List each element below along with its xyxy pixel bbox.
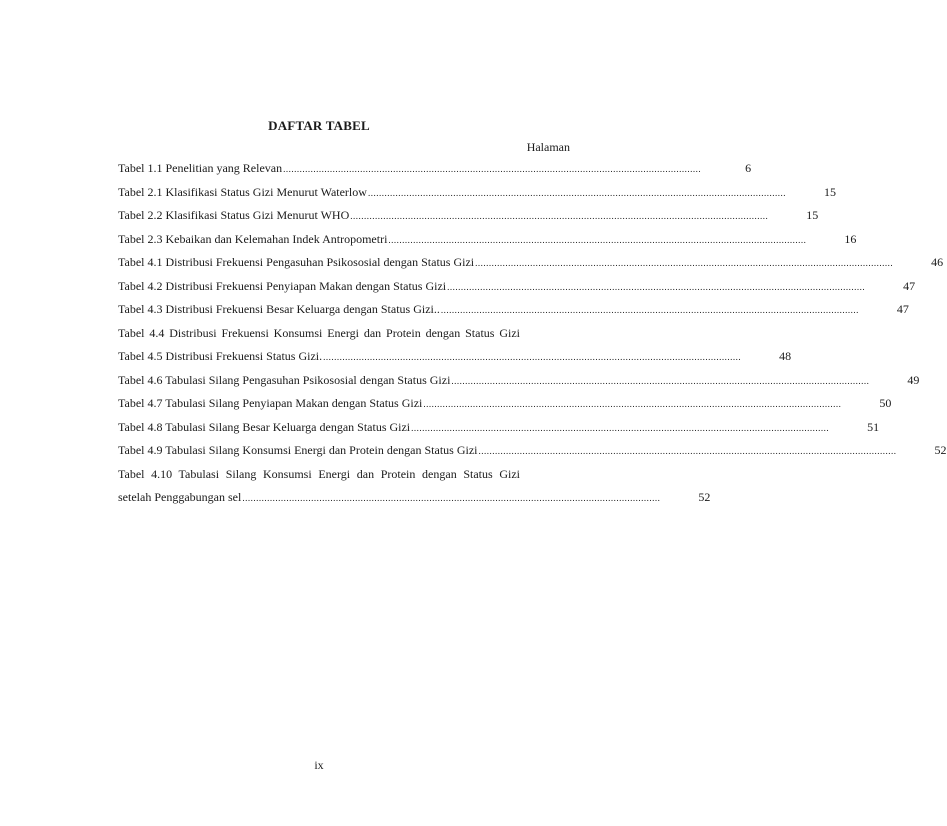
toc-entry — [118, 255, 944, 269]
leader-dots: ........................................................................................................................................................ — [388, 234, 807, 245]
toc-entry-label: Tabel 4.3 Distribusi Frekuensi Besar Keluarga dengan Status Gizi.. — [118, 302, 440, 316]
toc-entry-page: 15 — [823, 184, 836, 199]
toc-entry-page: 15 — [806, 208, 819, 222]
leader-dots: ........................................................................................................................................................ — [451, 375, 870, 386]
toc-entry-label: Tabel 4.2 Distribusi Frekuensi Penyiapan Makan dengan Status Gizi — [118, 278, 447, 293]
toc-entry-page: 47 — [896, 302, 909, 316]
leader-dots: ........................................................................................................................................................ — [411, 422, 830, 433]
toc-entry-label-line1: Tabel 4.10 Tabulasi Silang Konsumsi Energi dan Protein dengan Status Gizi — [118, 466, 520, 481]
toc-entry-label: Tabel 1.1 Penelitian yang Relevan — [118, 161, 283, 175]
toc-entry — [118, 231, 857, 246]
toc-entry-label: Tabel 4.9 Tabulasi Silang Konsumsi Energi dan Protein dengan Status Gizi — [118, 443, 478, 457]
toc-entry — [118, 184, 836, 199]
leader-dots: ........................................................................................................................................................ — [440, 305, 859, 315]
leader-dots: ........................................................................................................................................................ — [367, 187, 786, 198]
leader-dots: ........................................................................................................................................................ — [350, 211, 769, 221]
leader-dots: ........................................................................................................................................................ — [475, 258, 894, 268]
leader-dots: ........................................................................................................................................................ — [447, 281, 866, 292]
toc-entry — [118, 161, 752, 175]
toc-entry-label: Tabel 4.6 Tabulasi Silang Pengasuhan Psikososial dengan Status Gizi — [118, 372, 451, 387]
toc-entry-page: 16 — [844, 231, 857, 246]
toc-entry-label-line1: Tabel 4.4 Distribusi Frekuensi Konsumsi Energi dan Protein dengan Status Gizi — [118, 325, 520, 340]
column-header-halaman: Halaman — [526, 140, 570, 154]
toc-entry-page: 50 — [879, 396, 892, 410]
toc-entry — [118, 443, 947, 457]
toc-entry-label: Tabel 2.3 Kebaikan dan Kelemahan Indek Antropometri — [118, 231, 388, 246]
page-title: DAFTAR TABEL — [268, 118, 370, 133]
table-of-tables — [118, 161, 947, 515]
toc-entry-page: 49 — [907, 372, 920, 387]
toc-entry-page: 47 — [903, 278, 916, 293]
leader-dots: ........................................................................................................................................................ — [283, 164, 702, 174]
toc-entry-page: 51 — [867, 419, 880, 434]
toc-entry-page: 46 — [931, 255, 944, 269]
toc-entry-label: Tabel 4.5 Distribusi Frekuensi Status Gizi. — [118, 349, 323, 363]
toc-entry-label: Tabel 4.7 Tabulasi Silang Penyiapan Makan dengan Status Gizi — [118, 396, 423, 410]
toc-entry-page: 48 — [779, 349, 792, 363]
toc-entry-label: Tabel 2.2 Klasifikasi Status Gizi Menurut WHO — [118, 208, 350, 222]
toc-entry — [118, 466, 711, 505]
leader-dots: ........................................................................................................................................................ — [323, 352, 742, 362]
toc-entry-label: Tabel 4.8 Tabulasi Silang Besar Keluarga dengan Status Gizi — [118, 419, 411, 434]
toc-entry-page: 52 — [934, 443, 947, 457]
leader-dots: ........................................................................................................................................................ — [423, 399, 842, 409]
toc-entry-page: 52 — [698, 490, 711, 504]
toc-entry-label: setelah Penggabungan sel — [118, 490, 242, 504]
toc-entry-label: Tabel 4.1 Distribusi Frekuensi Pengasuhan Psikososial dengan Status Gizi — [118, 255, 475, 269]
toc-entry — [118, 302, 909, 316]
toc-entry — [118, 208, 819, 222]
page-number: ix — [314, 758, 324, 772]
leader-dots: ........................................................................................................................................................ — [242, 493, 661, 503]
leader-dots: ........................................................................................................................................................ — [478, 446, 897, 456]
toc-entry — [118, 396, 892, 410]
toc-entry — [118, 419, 880, 434]
toc-entry-page: 6 — [745, 161, 752, 175]
toc-entry — [118, 372, 920, 387]
toc-entry — [118, 325, 792, 364]
toc-entry-label: Tabel 2.1 Klasifikasi Status Gizi Menurut Waterlow — [118, 184, 367, 199]
toc-entry — [118, 278, 916, 293]
